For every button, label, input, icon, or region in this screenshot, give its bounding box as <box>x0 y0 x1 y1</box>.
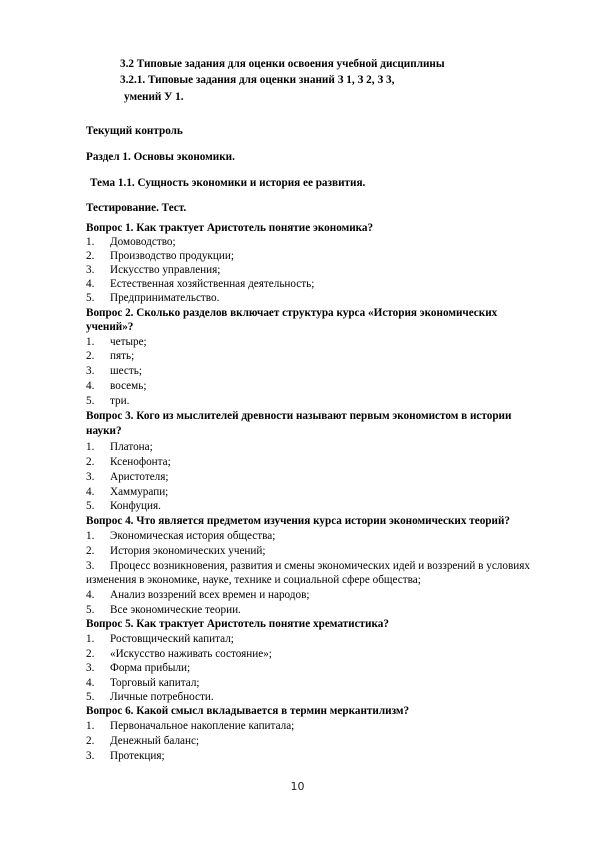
option-q2-2: 2. пять; <box>86 350 135 362</box>
option-q6-1: 1. Первоначальное накопление капитала; <box>86 720 295 732</box>
question-2-title-cont: учений»? <box>86 321 134 333</box>
option-q3-1: 1. Платона; <box>86 441 153 453</box>
header-line-1: 3.2 Типовые задания для оценки освоения учебной дисциплины <box>120 58 445 70</box>
question-4-title: Вопрос 4. Что является предметом изучения курса истории экономических теорий? <box>86 515 510 527</box>
option-q1-1: 1. Домоводство; <box>86 236 176 248</box>
option-q4-3: 3. Процесс возникновения, развития и смены экономических идей и воззрений в условиях <box>86 560 530 572</box>
section-heading: Раздел 1. Основы экономики. <box>86 151 235 163</box>
header-line-2: 3.2.1. Типовые задания для оценки знаний З 1, З 2, З 3, <box>120 74 395 86</box>
option-q5-3: 3. Форма прибыли; <box>86 662 191 674</box>
question-6-title: Вопрос 6. Какой смысл вкладывается в термин меркантилизм? <box>86 705 410 717</box>
option-q1-4: 4. Естественная хозяйственная деятельность; <box>86 278 315 290</box>
option-q6-2: 2. Денежный баланс; <box>86 735 200 747</box>
option-q5-1: 1. Ростовщический капитал; <box>86 633 234 645</box>
option-q2-1: 1. четыре; <box>86 336 147 348</box>
option-q3-4: 4. Хаммурапи; <box>86 486 169 498</box>
option-q3-5: 5. Конфуция. <box>86 500 161 512</box>
option-q1-3: 3. Искусство управления; <box>86 264 221 276</box>
option-q6-3: 3. Протекция; <box>86 750 165 762</box>
question-3-title: Вопрос 3. Кого из мыслителей древности называют первым экономистом в истории <box>86 410 512 422</box>
option-q5-4: 4. Торговый капитал; <box>86 677 200 689</box>
option-q2-4: 4. восемь; <box>86 380 147 392</box>
option-q4-3-cont: изменения в экономике, науке, технике и социальной сфере общества; <box>86 574 421 586</box>
option-q3-3: 3. Аристотеля; <box>86 471 169 483</box>
option-q4-5: 5. Все экономические теории. <box>86 604 241 616</box>
question-3-title-cont: науки? <box>86 425 122 437</box>
option-q4-1: 1. Экономическая история общества; <box>86 530 276 542</box>
header-line-3: умений У 1. <box>124 91 184 103</box>
option-q4-2: 2. История экономических учений; <box>86 545 266 557</box>
question-2-title: Вопрос 2. Сколько разделов включает структура курса «История экономических <box>86 307 498 319</box>
option-q1-5: 5. Предпринимательство. <box>86 292 220 304</box>
testing-heading: Тестирование. Тест. <box>86 202 187 214</box>
page-number: 10 <box>290 780 305 793</box>
option-q5-2: 2. «Искусство наживать состояние»; <box>86 648 272 660</box>
option-q1-2: 2. Производство продукции; <box>86 250 234 262</box>
question-1-title: Вопрос 1. Как трактует Аристотель понятие экономика? <box>86 222 374 234</box>
current-control-heading: Текущий контроль <box>86 125 183 137</box>
topic-heading: Тема 1.1. Сущность экономики и история ее развития. <box>90 177 366 189</box>
option-q2-5: 5. три. <box>86 395 130 407</box>
option-q3-2: 2. Ксенофонта; <box>86 456 171 468</box>
question-5-title: Вопрос 5. Как трактует Аристотель понятие хрематистика? <box>86 618 389 630</box>
option-q4-4: 4. Анализ воззрений всех времен и народов; <box>86 589 310 601</box>
option-q5-5: 5. Личные потребности. <box>86 691 214 703</box>
option-q2-3: 3. шесть; <box>86 365 142 377</box>
